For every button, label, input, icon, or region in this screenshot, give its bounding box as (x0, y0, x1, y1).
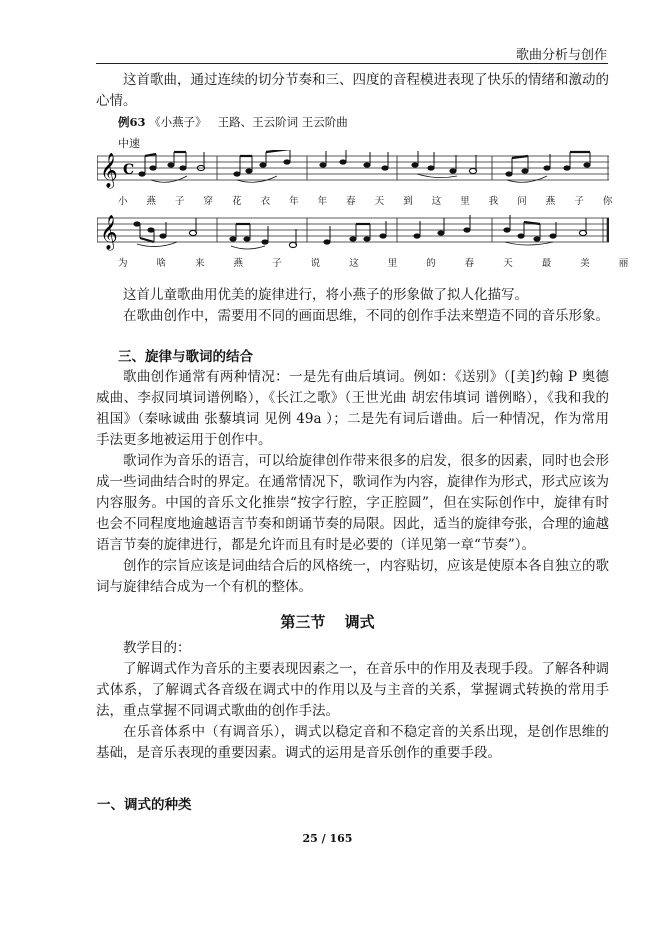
lyrics-line-2: 为 啥 来 燕 子 说 这 里 的 春 天 最 美 丽 (118, 258, 630, 269)
paragraph-description: 这首儿童歌曲用优美的旋律进行，将小燕子的形象做了拟人化描写。 (123, 287, 528, 303)
paragraph-lyrics-language: 歌词作为音乐的语言，可以给旋律创作带来很多的启发，很多的因素，同时也会形成一些词曲结合时的界定。在通常情况下，歌词作为内容，旋律作为形式，形式应该为内容服务。中国的音乐文化推崇“按字行腔，字正腔圆”，但在实际创作中，旋律有时也会不同程度地逾越语言节奏和朗诵节奏的局限。因此，适当的旋律夸张，合理的逾越语言节奏的旋律进行，都是允许而且有时是必要的（详见第一章“节奏”）。 (96, 453, 609, 553)
heading-melody-lyrics: 三、旋律与歌词的结合 (118, 349, 253, 365)
paragraph-unity: 创作的宗旨应该是词曲结合后的风格统一，内容贴切，应该是使原本各自独立的歌词与旋律结合成为一个有机的整体。 (96, 558, 609, 595)
example-label: 例63 (118, 115, 146, 129)
paragraph-two-cases: 歌曲创作通常有两种情况：一是先有曲后填词。例如：《送别》（[美]约翰 P 奥德威曲、李叔同填词谱例略），《长江之歌》（王世光曲 胡宏伟填词 谱例略），《我和我的祖国》（秦咏诚曲 张藜填词 见例 49a ）；二是先有词后谱曲。后一种情况，作为常用手法更多地被运用于创作中。 (96, 369, 609, 448)
music-staff-2 (97, 212, 609, 252)
svg-text:𝄞: 𝄞 (100, 153, 118, 188)
svg-text:C: C (123, 162, 135, 178)
heading-mode-types: 一、调式的种类 (97, 797, 192, 813)
lyrics-line-1: 小 燕 子 穿 花 衣 年 年 春 天 到 这 里 我 问 燕 子 你 (118, 196, 614, 207)
teaching-goal-label: 教学目的： (123, 640, 191, 656)
intro-paragraph: 这首歌曲，通过连续的切分节奏和三、四度的音程模进表现了快乐的情绪和激动的心情。 (96, 72, 609, 109)
tempo-marking: 中速 (118, 137, 140, 150)
header-rule (96, 63, 608, 64)
paragraph-mode-system: 在乐音体系中（有调音乐），调式以稳定音和不稳定音的关系出现，是创作思维的基础，是音乐表现的重要因素。调式的运用是音乐创作的重要手段。 (96, 724, 609, 761)
example-title: 《小燕子》 (149, 115, 207, 129)
paragraph-imagery: 在歌曲创作中，需要用不同的画面思维，不同的创作手法来塑造不同的音乐形象。 (123, 308, 609, 324)
svg-text:𝄞: 𝄞 (100, 215, 118, 250)
section-title: 第三节 调式 (280, 613, 375, 631)
paragraph-goals: 了解调式作为音乐的主要表现因素之一，在音乐中的作用及表现手段。了解各种调式体系，了解调式各音级在调式中的作用以及与主音的关系，掌握调式转换的常用手法，重点掌握不同调式歌曲的创作手法。 (96, 661, 609, 719)
example-caption (118, 114, 348, 130)
page-number: 25 / 165 (302, 832, 353, 845)
music-staff-1 (97, 150, 609, 190)
running-header: 歌曲分析与创作 (516, 48, 608, 63)
example-credits: 王路、王云阶词 王云阶曲 (217, 115, 348, 129)
